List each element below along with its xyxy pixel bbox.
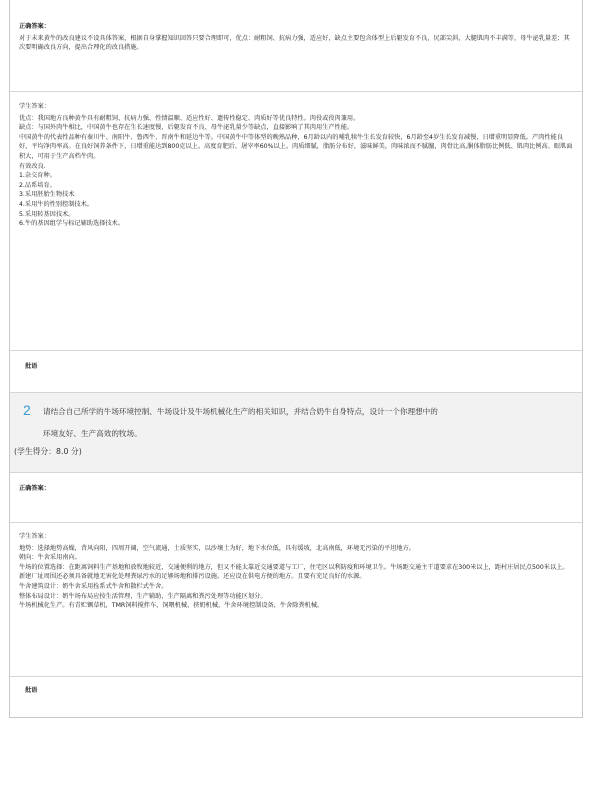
question-line-2: 环境友好、生产高效的牧场。 bbox=[43, 429, 142, 438]
q2-comment bbox=[10, 686, 582, 696]
q1-correct-label: 正确答案： bbox=[19, 23, 50, 30]
q1-student-line: 4.采用牛的性别控制技术。 bbox=[19, 201, 93, 209]
q2-correct-label: 正确答案： bbox=[19, 485, 50, 492]
divider bbox=[10, 350, 582, 351]
q1-student-line: 2.品系培育。 bbox=[19, 181, 56, 189]
q2-student-line: 朝向：牛舍采用南向。 bbox=[19, 554, 81, 562]
q2-correct-answer bbox=[10, 484, 582, 494]
q1-comment bbox=[10, 362, 582, 372]
divider bbox=[10, 522, 582, 523]
q2-student-line: 牛场机械化生产。有青贮铡草机，TMR饲料搅拌车，饲喂机械，挤奶机械，牛舍环境控制设备，牛舍除粪机械。 bbox=[19, 602, 324, 610]
q1-student-line: 1.杂交育种。 bbox=[19, 172, 56, 180]
divider bbox=[10, 676, 582, 677]
q1-student-label: 学生答案： bbox=[19, 103, 50, 110]
q1-correct-answer bbox=[10, 22, 582, 53]
question-text bbox=[43, 401, 543, 445]
question-line-1: 请结合自己所学的牛场环境控制、牛场设计及牛场机械化生产的相关知识，并结合奶牛自身特点，设计一个你理想中的 bbox=[43, 407, 438, 416]
q1-correct-text: 对于未来黄牛的改良建议不设具体答案，根据自身掌握知识回答只要合理即可，优点：耐粗饲、抗病力强，适应好，缺点主要包含体型上后躯发育不良，尻部尖斜，大腿肌肉不丰满等，母牛泌乳量差；其次要明确改良方向，提出合理化的改良措施。 bbox=[19, 34, 570, 52]
q1-student-line: 优点：我国地方良种黄牛具有耐粗饲、抗病力强、性情温顺、适应性好、遗传性稳定、肉质好等优良特性。肉役或役肉兼用。 bbox=[19, 114, 360, 122]
q2-comment-label: 批语 bbox=[25, 687, 38, 694]
q2-student-answer bbox=[10, 532, 582, 611]
q1-student-line: 3.采用胚胎生物技术 bbox=[19, 191, 75, 199]
q2-student-line: 整体布局设计：奶牛场布局应按生活管理，生产辅助，生产隔离和粪污处理等功能区划分。 bbox=[19, 592, 267, 600]
q2-student-line: 牛舍建筑设计：奶牛舍采用拴系式牛舍和散栏式牛舍。 bbox=[19, 583, 168, 591]
answer-frame bbox=[9, 0, 583, 718]
q1-comment-label: 批语 bbox=[25, 363, 38, 370]
question-number: 2 bbox=[23, 402, 31, 418]
divider bbox=[10, 91, 582, 92]
q2-student-line: 地势：选择地势高燥，背风向阳，四周开阔，空气流通，土质坚实，以沙壤土为好，地下水位低，具有缓坡，北高南低，环境无污染的平坦地方。 bbox=[19, 544, 415, 552]
q2-student-label: 学生答案： bbox=[19, 533, 50, 540]
student-score: (学生得分：8.0 分) bbox=[14, 447, 82, 456]
q1-student-line: 缺点：与国外肉牛相比，中国黄牛也存在生长速度慢、后躯发育不良、母牛泌乳量少等缺点，直接影响了其肉用生产性能。 bbox=[19, 124, 354, 132]
q1-student-line: 5.采用转基因技术。 bbox=[19, 210, 75, 218]
q1-student-line: 有效改良. bbox=[19, 162, 46, 170]
divider bbox=[10, 472, 582, 473]
q1-student-line: 中国黄牛的代表性品种有秦川牛、南阳牛、鲁西牛、晋南牛和延边牛等。中国黄牛中等体型的晚熟品种，6月龄以内的哺乳犊牛生长发育较快，6月龄至4岁生长发育减慢，日增重明显降低。产肉性能良好，平均净肉率高。在良好饲养条件下，日增重能达到800克以上。高度育肥后，屠宰率60%以上。肉质细腻，脂肪分布好，滋味鲜美，肉味浓而不腻膻，肉骨比高,胴体脂肪比例低、肌肉比例高、眼肌面积大，可用于生产高档牛肉。 bbox=[19, 133, 573, 161]
q2-student-line: 牛场的位置选择：在距离饲料生产基地和放牧地较近，交通便利的地方，但又不能太靠近交通要道与工厂，住宅区以利防疫和环境卫生。牛场距交通主干道要求在300米以上，距村庄居民点500米以上。新建厂址周围还必须具备就地无害化处理粪尿污水的足够场地和排污设施。还应设在供电方便的地方。且要有充足良好的水源。 bbox=[19, 563, 569, 581]
q1-student-line: 6.牛的基因组学与标记辅助选择技术。 bbox=[19, 220, 124, 228]
q1-student-answer bbox=[10, 102, 582, 229]
q2-header bbox=[10, 393, 582, 472]
